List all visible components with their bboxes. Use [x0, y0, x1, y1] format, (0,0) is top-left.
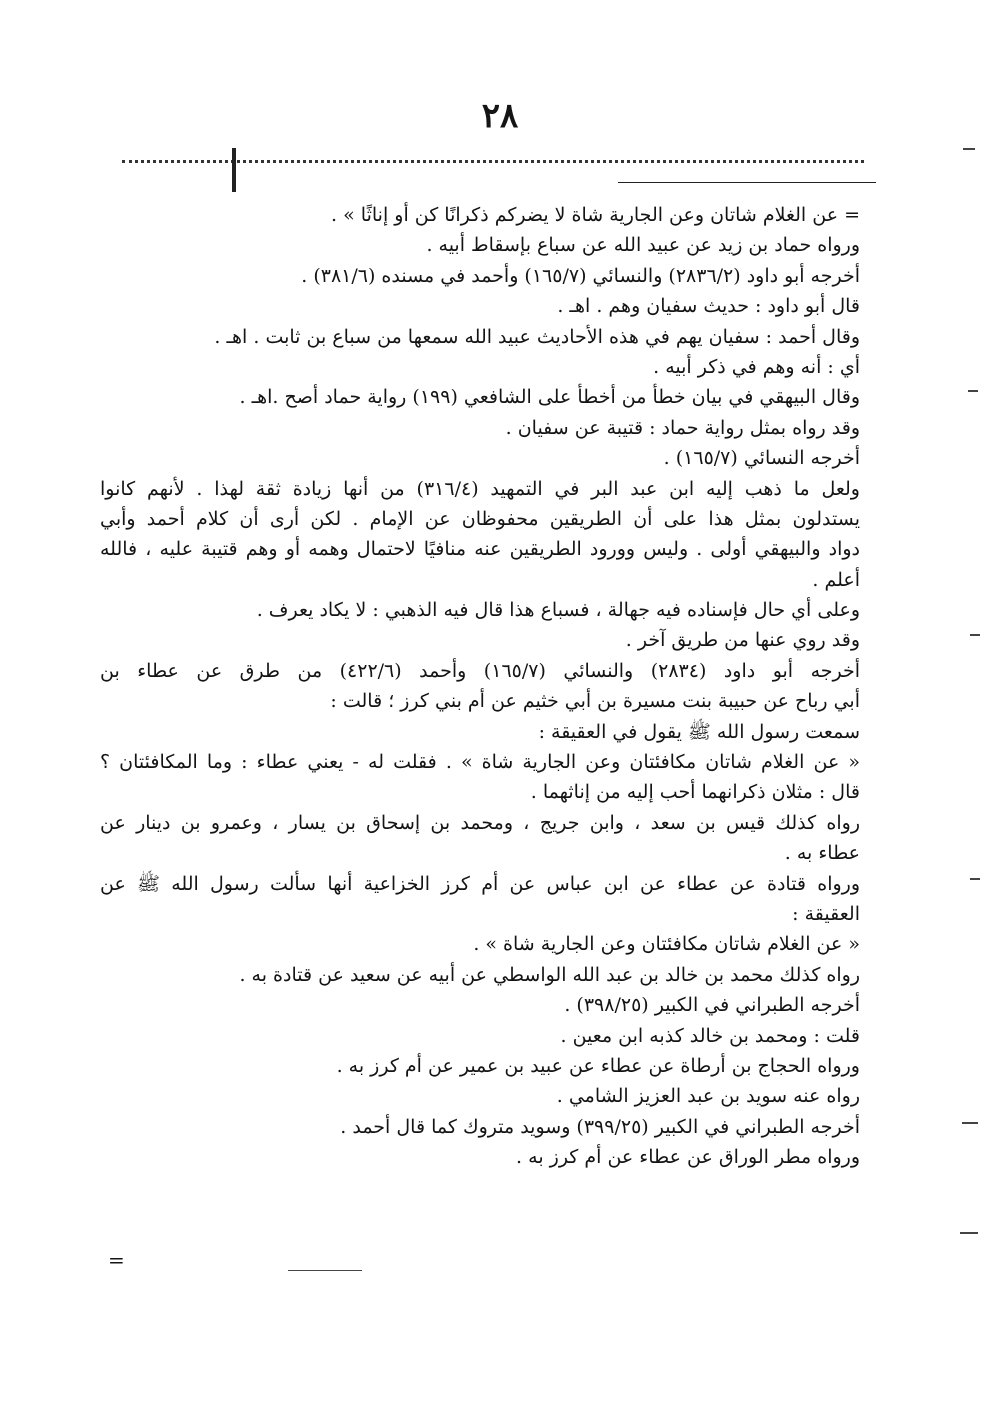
- text-line: ورواه الحجاج بن أرطاة عن عطاء عن عبيد بن عمير عن أم كرز به .: [336, 1054, 860, 1077]
- margin-tick: [962, 1122, 978, 1124]
- page-number: ٢٨: [481, 96, 519, 136]
- text-line: وقال أحمد : سفيان يهم في هذه الأحاديث عبيد الله سمعها من سباع بن ثابت . اهـ .: [214, 325, 860, 348]
- text-line: أي : أنه وهم في ذكر أبيه .: [653, 355, 860, 378]
- document-body: [100, 200, 860, 1173]
- text-line: قلت : ومحمد بن خالد كذبه ابن معين .: [560, 1024, 860, 1047]
- text-line: قال : مثلان ذكرانهما أحب إليه من إناثهما .: [530, 781, 860, 804]
- header-vertical-mark: [232, 148, 236, 192]
- text-line: رواه كذلك محمد بن خالد بن عبد الله الواسطي عن أبيه عن سعيد عن قتادة به .: [239, 963, 860, 986]
- margin-tick: [970, 634, 980, 636]
- continuation-mark: =: [108, 1248, 125, 1272]
- text-line: رواه عنه سويد بن عبد العزيز الشامي .: [556, 1085, 860, 1108]
- text-line: وعلى أي حال فإسناده فيه جهالة ، فسباع هذا قال فيه الذهبي : لا يكاد يعرف .: [256, 599, 860, 622]
- margin-tick: [963, 148, 975, 150]
- header-solid-rule: [618, 182, 876, 183]
- text-line: ورواه حماد بن زيد عن عبيد الله عن سباع بإسقاط أبيه .: [426, 234, 860, 257]
- text-line: ولعل ما ذهب إليه ابن عبد البر في التمهيد (٣١٦/٤) من أنها زيادة ثقة لهذا . لأنهم كانوا: [100, 477, 860, 500]
- text-line: العقيقة :: [792, 902, 860, 925]
- text-line: أخرجه النسائي (١٦٥/٧) .: [663, 447, 860, 470]
- text-line: رواه كذلك قيس بن سعد ، وابن جريج ، ومحمد بن إسحاق بن يسار ، وعمرو بن دينار عن: [100, 811, 860, 834]
- text-line: ورواه قتادة عن عطاء عن ابن عباس عن أم كرز الخزاعية أنها سألت رسول الله ﷺ عن: [100, 872, 860, 895]
- text-line: وقد روي عنها من طريق آخر .: [625, 629, 860, 652]
- text-line: يستدلون بمثل هذا على أن الطريقين محفوظان عن الإمام . لكن أرى أن كلام أحمد وأبي: [100, 507, 860, 530]
- text-line: « عن الغلام شاتان مكافئتان وعن الجارية شاة » .: [473, 933, 860, 956]
- text-line: = عن الغلام شاتان وعن الجارية شاة لا يضركم ذكرانًا كن أو إناثًا » .: [331, 204, 860, 226]
- text-line: قال أبو داود : حديث سفيان وهم . اهـ .: [557, 295, 860, 318]
- text-line: أخرجه الطبراني في الكبير (٣٩٨/٢٥) .: [564, 994, 860, 1017]
- text-line: وقال البيهقي في بيان خطأ من أخطأ على الشافعي (١٩٩) رواية حماد أصح .اهـ .: [239, 386, 860, 409]
- text-line: سمعت رسول الله ﷺ يقول في العقيقة :: [538, 720, 860, 743]
- text-line: عطاء به .: [784, 842, 860, 865]
- margin-tick: [960, 1232, 978, 1234]
- footnote-stub-line: [288, 1270, 362, 1271]
- text-line: أخرجه الطبراني في الكبير (٣٩٩/٢٥) وسويد متروك كما قال أحمد .: [340, 1115, 860, 1138]
- text-line: « عن الغلام شاتان مكافئتان وعن الجارية شاة » . فقلت له - يعني عطاء : وما المكافئتان ؟: [100, 751, 860, 774]
- margin-tick: [968, 390, 978, 392]
- text-line: وقد رواه بمثل رواية حماد : قتيبة عن سفيان .: [505, 416, 860, 439]
- text-line: أبي رباح عن حبيبة بنت مسيرة بن أبي خثيم عن أم بني كرز ؛ قالت :: [330, 690, 860, 713]
- text-line: دواد والبيهقي أولى . وليس وورود الطريقين عنه منافيًا لاحتمال وهمه أو وهم قتيبة عليه ، فالله: [100, 538, 860, 561]
- text-line: أعلم .: [812, 568, 860, 591]
- text-line: ورواه مطر الوراق عن عطاء عن أم كرز به .: [516, 1146, 860, 1169]
- text-line: أخرجه أبو داود (٢٨٣٦/٢) والنسائي (١٦٥/٧) وأحمد في مسنده (٣٨١/٦) .: [301, 264, 860, 287]
- margin-tick: [970, 878, 980, 880]
- text-line: أخرجه أبو داود (٢٨٣٤) والنسائي (١٦٥/٧) وأحمد (٤٢٢/٦) من طرق عن عطاء بن: [100, 659, 861, 682]
